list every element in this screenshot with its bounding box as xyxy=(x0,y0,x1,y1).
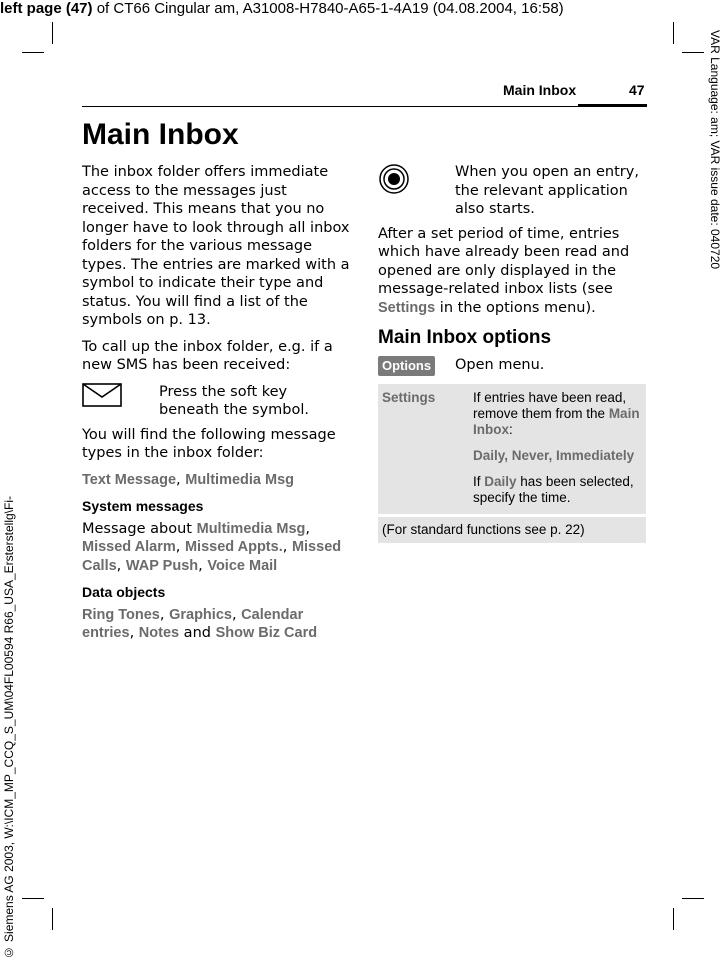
print-info-rest: of CT66 Cingular am, A31008-H7840-A65-1-4A19 (04.08.2004, 16:58) xyxy=(92,0,564,17)
voice-mail-label: Voice Mail xyxy=(207,557,278,574)
settings-value xyxy=(473,390,642,506)
separator: , xyxy=(175,539,185,555)
system-messages-heading: System messages xyxy=(82,498,204,514)
ring-tones-label: Ring Tones xyxy=(82,606,160,623)
show-biz-card-label: Show Biz Card xyxy=(215,625,318,641)
page-title: Main Inbox xyxy=(82,118,239,151)
envelope-icon xyxy=(82,383,159,420)
crop-mark xyxy=(22,898,44,899)
period-text: After a set period of time, entries which have already been read and opened are only displayed in the message-related inbox lists (see xyxy=(378,225,630,297)
settings-row xyxy=(378,384,646,514)
control-key-icon xyxy=(378,163,455,219)
options-row xyxy=(378,356,646,377)
settings-desc xyxy=(473,390,642,438)
separator: and xyxy=(179,625,216,641)
softkey-row xyxy=(82,383,350,420)
crop-mark xyxy=(673,908,674,930)
note-text-end: has been selected, specify the time. xyxy=(473,474,634,505)
crop-mark xyxy=(673,22,674,44)
separator: , xyxy=(159,606,170,623)
settings-daily-note xyxy=(473,474,642,506)
separator: , xyxy=(282,539,292,555)
crop-mark xyxy=(52,22,53,44)
header-rule-accent xyxy=(578,104,647,107)
separator: , xyxy=(231,606,242,623)
system-lead: Message about xyxy=(82,520,197,537)
notes-label: Notes xyxy=(138,625,180,641)
settings-choices: Daily, Never, Immediately xyxy=(473,448,635,463)
settings-table xyxy=(378,384,646,514)
crop-mark xyxy=(22,52,44,53)
settings-key: Settings xyxy=(382,390,436,405)
print-info-line xyxy=(0,0,564,17)
print-info-bold: left page (47) xyxy=(0,0,93,17)
daily-label: Daily xyxy=(484,474,517,489)
main-inbox-label: Main Inbox xyxy=(473,406,640,437)
separator: , xyxy=(305,520,310,537)
crop-mark xyxy=(52,908,53,930)
intro-paragraph: The inbox folder offers immediate access to the messages just received. This means that you no longer have to look through all inbox folders for the various message types. The entries are marked with a symbol to indicate their type and status. You will find a list of the symbols on p. 13. xyxy=(82,164,350,328)
period-text-end: in the options menu). xyxy=(435,299,596,316)
data-objects-heading: Data objects xyxy=(82,584,166,600)
running-header-title: Main Inbox xyxy=(503,82,577,98)
multimedia-msg-label: Multimedia Msg xyxy=(196,520,306,537)
period-paragraph xyxy=(378,225,646,318)
missed-appts-label: Missed Appts. xyxy=(184,539,283,555)
settings-desc-text: If entries have been read, remove them from the xyxy=(473,390,627,421)
open-menu-text: Open menu. xyxy=(455,356,545,373)
page-number: 47 xyxy=(629,82,645,98)
softkey-text: Press the soft key beneath the symbol. xyxy=(159,383,309,418)
separator: , xyxy=(176,471,186,488)
types-intro: You will find the following message types in the inbox folder: xyxy=(82,426,336,461)
header-rule xyxy=(82,106,647,107)
separator: , xyxy=(198,557,208,574)
settings-label: Settings xyxy=(378,299,436,316)
message-types xyxy=(82,471,350,490)
left-column xyxy=(82,163,350,651)
missed-alarm-label: Missed Alarm xyxy=(82,539,176,555)
crop-mark xyxy=(682,52,704,53)
data-objects-list xyxy=(82,606,350,643)
side-note-left: © Siemens AG 2003, W:\ICM_MP_CCQ_S_UM\04FL00594 R66_USA_Ersterstellg\Fi- xyxy=(2,495,16,959)
wap-push-label: WAP Push xyxy=(125,557,199,574)
call-up-paragraph: To call up the inbox folder, e.g. if a new SMS has been received: xyxy=(82,338,333,373)
multimedia-msg-label: Multimedia Msg xyxy=(185,471,295,488)
separator: , xyxy=(129,625,139,641)
open-entry-text: When you open an entry, the relevant application also starts. xyxy=(455,164,639,217)
note-text: If xyxy=(473,474,485,489)
missed-calls-label: Missed Calls xyxy=(82,539,342,574)
options-heading: Main Inbox options xyxy=(378,327,552,348)
colon: : xyxy=(509,422,513,437)
standard-functions-note: (For standard functions see p. 22) xyxy=(378,517,646,543)
separator: , xyxy=(116,557,126,574)
open-entry-row xyxy=(378,163,646,219)
right-column xyxy=(378,163,646,543)
crop-mark xyxy=(682,898,704,899)
options-softkey: Options xyxy=(378,356,435,377)
text-message-label: Text Message xyxy=(82,471,177,488)
system-messages-list xyxy=(82,520,350,576)
side-note-right: VAR Language: am; VAR issue date: 040720 xyxy=(708,30,722,270)
calendar-entries-label: Calendar entries xyxy=(82,606,304,641)
graphics-label: Graphics xyxy=(169,606,232,623)
